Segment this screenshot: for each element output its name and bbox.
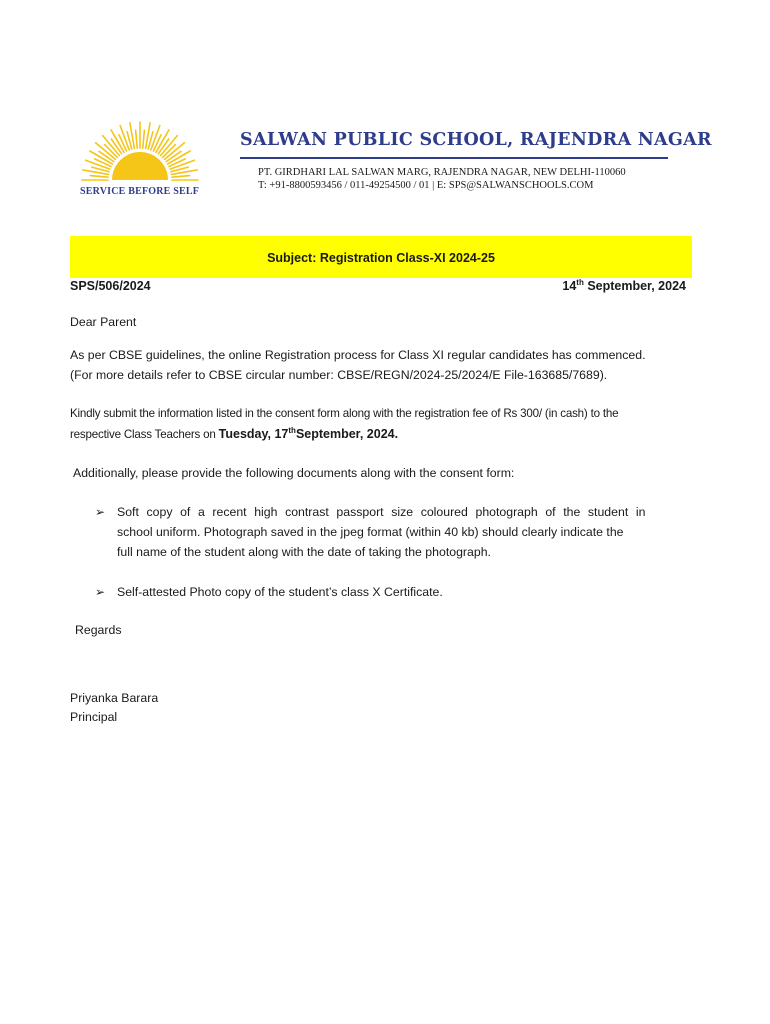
subject-text: Subject: Registration Class-XI 2024-25 xyxy=(267,251,495,265)
due-day: Tuesday, 17 xyxy=(218,427,289,441)
date-day: 14 xyxy=(562,279,577,293)
paragraph1-line2: (For more details refer to CBSE circular number: CBSE/REGN/2024-25/2024/E File-163685/7689). xyxy=(70,368,608,382)
letter-date xyxy=(562,279,686,293)
signatory-name: Priyanka Barara xyxy=(70,691,159,705)
school-name: SALWAN PUBLIC SCHOOL, RAJENDRA NAGAR xyxy=(240,130,712,150)
signatory-title: Principal xyxy=(70,710,118,724)
date-suffix: th xyxy=(576,277,584,287)
bullet-arrow-icon: ➢ xyxy=(95,505,106,519)
school-motto: SERVICE BEFORE SELF xyxy=(80,186,200,197)
school-address: PT. GIRDHARI LAL SALWAN MARG, RAJENDRA NAGAR, NEW DELHI-110060 xyxy=(258,167,626,178)
due-date xyxy=(219,427,398,441)
header-divider xyxy=(240,157,668,159)
due-suffix: th xyxy=(288,425,296,435)
bullet-arrow-icon: ➢ xyxy=(95,585,106,599)
paragraph2-prefix: respective Class Teachers on xyxy=(70,428,219,441)
due-rest: September, 2024. xyxy=(295,427,399,441)
school-contact: T: +91-8800593456 / 011-49254500 / 01 | E: SPS@SALWANSCHOOLS.COM xyxy=(258,180,594,191)
paragraph3: Additionally, please provide the following documents along with the consent form: xyxy=(73,466,515,480)
paragraph1-line1: As per CBSE guidelines, the online Registration process for Class XI regular candidates has commenced. xyxy=(70,348,646,362)
reference-number: SPS/506/2024 xyxy=(70,279,151,293)
document-item1-line1: Soft copy of a recent high contrast passport size coloured photograph of the student in xyxy=(117,505,646,519)
salutation: Dear Parent xyxy=(70,315,137,329)
date-rest: September, 2024 xyxy=(583,279,686,293)
closing: Regards xyxy=(75,623,122,637)
paragraph2-line2 xyxy=(70,424,700,445)
rising-sun-logo-icon xyxy=(76,120,204,186)
paragraph2-line1: Kindly submit the information listed in the consent form along with the registration fee of Rs 300/ (in cash) to the xyxy=(70,407,619,420)
document-item1-line2: school uniform. Photograph saved in the jpeg format (within 40 kb) should clearly indicate the xyxy=(117,525,624,539)
subject-banner xyxy=(70,236,692,278)
document-item2: Self-attested Photo copy of the student’s class X Certificate. xyxy=(117,585,443,599)
document-item1-line3: full name of the student along with the date of taking the photograph. xyxy=(117,545,491,559)
